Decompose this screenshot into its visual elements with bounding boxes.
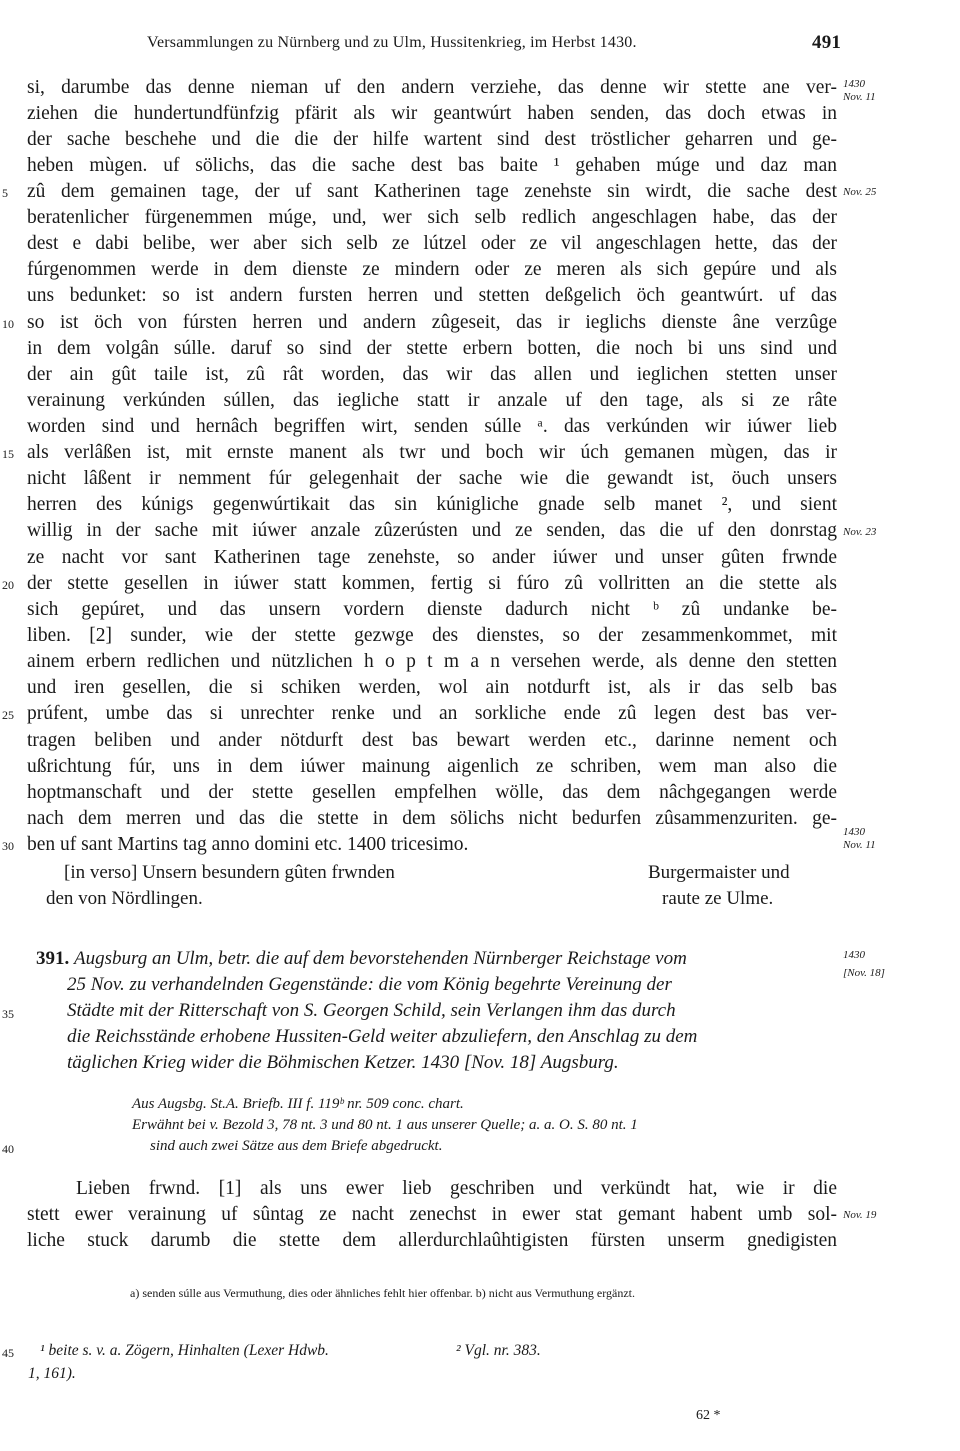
line-number: 15 [2,447,14,461]
address-recipient: [in verso] Unsern besundern gûten frwnden [64,862,395,883]
text-line: zû dem gemainen tage, der uf sant Katherinen tage zenehste sin wirdt, die sache dest [27,181,837,202]
text-line: als verlâßen ist, mit ernste manent als twr und boch wir úch gemanen mùgen, das ir [27,442,837,463]
text-line: dest e dabi belibe, wer aber sich selb ze lútzel oder ze vil angeschlagen hette, das der [27,233,837,254]
document-heading-line: täglichen Krieg wider die Böhmischen Ketzer. 1430 [Nov. 18] Augsburg. [67,1052,619,1073]
text-line: uns bedunket: so ist andern fursten herren und stetten deßgelich öch geantwúrt. uf das [27,285,837,306]
text-line: und iren gesellen, die si schiken werden, wol ain notdurft ist, als ir das selb bas [27,677,837,698]
text-line: ben uf sant Martins tag anno domini etc. 1400 tricesimo. [27,834,469,855]
text-line: worden sind und hernâch begriffen wirt, senden súlle ᵃ. das verkúnden wir iúwer lieb [27,416,837,437]
text-line: herren des kúnigs gegenwúrtikait das sin kúnigliche gnade selb manet ², und sient [27,494,837,515]
text-line: si, darumbe das denne nieman uf den andern verziehe, das denne wir stette ane ver- [27,77,837,98]
margin-date-note: Nov. 23 [843,526,877,538]
document-number: 391. [36,948,70,969]
document-heading [36,946,687,972]
text-line: tragen beliben und ander nötdurft dest bas bewart werden etc., darinne nement och [27,730,837,751]
text-line: der ain gût taile ist, zû rât worden, das wir das allen und ieglichen stetten unser [27,364,837,385]
margin-date-note: [Nov. 18] [843,967,885,979]
source-note: Aus Augsbg. St.A. Briefb. III f. 119ᵇ nr. 509 conc. chart. [132,1096,464,1112]
footnote-2: ² Vgl. nr. 383. [456,1342,541,1359]
document-heading-line: Städte mit der Ritterschaft von S. Georgen Schild, sein Verlangen ihm das durch [67,1000,676,1021]
text-line: stett ewer verainung uf sûntag ze nacht zenechst in ewer stat gemant habent umb sol- [27,1204,837,1225]
text-line: fúrgenommen werde in dem dienste ze mindern oder ze meren als sich gepúre und als [27,259,837,280]
address-sender: raute ze Ulme. [662,888,774,909]
margin-date-note: 1430 Nov. 11 [843,78,876,103]
source-note: sind auch zwei Sätze aus dem Briefe abgedruckt. [150,1138,443,1154]
text-line: hoptmanschaft und der stette gesellen empfelhen wölle, das dem nâchgegangen werde [27,782,837,803]
text-line: liben. [2] sunder, wie der stette gezwge des dienstes, so der zesammenkommet, mit [27,625,837,646]
critical-apparatus: a) senden súlle aus Vermuthung, dies oder ähnliches fehlt hier offenbar. b) nicht aus Vermuthung ergänzt. [130,1286,635,1300]
text-line: in dem volgân súlle. daruf so sind der stette erbern botten, die noch bi uns sind und [27,338,837,359]
text-line: beratenlicher fürgenemmen múge, und, wer sich selb redlich angeschlagen habe, das der [27,207,837,228]
line-number: 35 [2,1007,14,1021]
line-number: 30 [2,839,14,853]
text-line: ze nacht vor sant Katherinen tage zenehste, so ander iúwer und unser gûten frwnde [27,547,837,568]
line-number: 10 [2,317,14,331]
text-line: der sache beschehe und die die der hilfe wartent sind dest tröstlicher geharren und ge- [27,129,837,150]
margin-date-note: Nov. 19 [843,1209,877,1221]
address-recipient: den von Nördlingen. [46,888,203,909]
text-line: ußrichtung fúr, uns in dem iúwer mainung aigenlich ze schriben, wem man also die [27,756,837,777]
line-number: 25 [2,708,14,722]
text-line: heben mùgen. uf sölichs, das die sache dest bas baite ¹ gehaben múge und daz man [27,155,837,176]
sheet-signature: 62 * [696,1408,721,1423]
line-number: 20 [2,578,14,592]
text-line: nach dem merren und das die stette in dem sölichs nicht bedurfen zûsammenzuriten. ge- [27,808,837,829]
text-line: ziehen die hundertundfünfzig pfärit als wir geantwúrt haben senden, das doch etwas in [27,103,837,124]
text-line: so ist öch von fúrsten herren und andern zûgeseit, das ir ieglichs dienste âne verzûge [27,312,837,333]
source-note: Erwähnt bei v. Bezold 3, 78 nt. 3 und 80 nt. 1 aus unserer Quelle; a. a. O. S. 80 nt. 1 [132,1117,638,1133]
margin-date-note: Nov. 25 [843,186,877,198]
document-heading-line: 25 Nov. zu verhandelnden Gegenstände: die vom König begehrte Vereinung der [67,974,672,995]
line-number: 40 [2,1142,14,1156]
page-number: 491 [812,32,842,53]
margin-date-note: 1430 [843,949,865,961]
text-line: ainem erbern redlichen und nützlichen h o p t m a n versehen werde, als denne den stetten [27,651,837,672]
text-line: Lieben frwnd. [1] als uns ewer lieb geschriben und verkündt hat, wie ir die [76,1178,837,1199]
text-line: liche stuck darumb die stette dem allerdurchlaûhtigisten fürsten unserm gnedigisten [27,1230,837,1251]
text-line: nicht lâßent ir nemment fúr gelegenhait der sache wie die gewandt ist, öuch unsers [27,468,837,489]
document-heading-line: die Reichsstände erhobene Hussiten-Geld weiter abzuliefern, den Anschlag zu dem [67,1026,698,1047]
footnote-1: ¹ beite s. v. a. Zögern, Hinhalten (Lexer Hdwb. [40,1342,329,1359]
margin-date-note: 1430 Nov. 11 [843,826,876,851]
text-line: prúfent, umbe das si unrechter renke und an sorkliche ende zû legen dest bas ver- [27,703,837,724]
text-line: der stette gesellen in iúwer statt kommen, fertig si fúro zû vollritten an die stette als [27,573,837,594]
line-number: 45 [2,1346,14,1360]
text-line: verainung verkúnden súllen, das iegliche statt ir anzale uf den tage, als si ze râte [27,390,837,411]
text-line: willig in der sache mit iúwer anzale zûzerústen und ze senden, das die uf den donrstag [27,520,837,541]
footnote-1-continued: 1, 161). [28,1365,76,1382]
address-sender: Burgermaister und [648,862,790,883]
document-heading-line: Augsburg an Ulm, betr. die auf dem bevorstehenden Nürnberger Reichstage vom [74,948,687,969]
running-title: Versammlungen zu Nürnberg und zu Ulm, Hussitenkrieg, im Herbst 1430. [147,34,637,51]
line-number: 5 [2,186,8,200]
text-line: sich gepúret, und das unsern vordern dienste dadurch nicht ᵇ zû undanke be- [27,599,837,620]
